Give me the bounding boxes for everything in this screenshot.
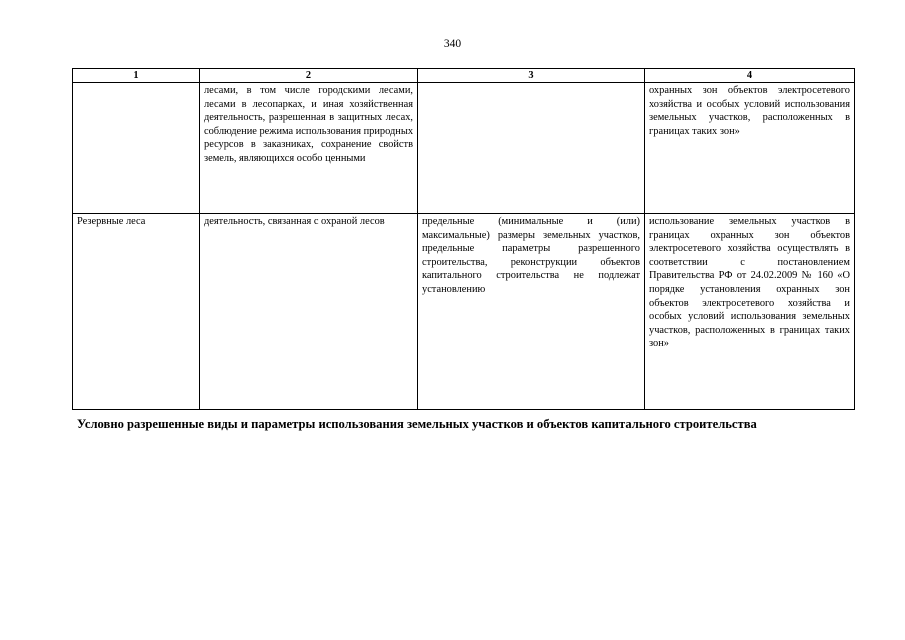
- section-heading: Условно разрешенные виды и параметры использования земельных участков и объектов капитального строительства: [77, 417, 757, 431]
- table-cell-restrictions: использование земельных участков в границах охранных зон объектов электросетевого хозяйства осуществлять в соответствии с постановлением Правительства РФ от 24.02.2009 № 160 «О порядке установления охранных зон объектов электросетевого хозяйства и особых условий использования земельных участков, расположенных в границах таких зон»: [645, 214, 855, 410]
- table-cell-parameters: предельные (минимальные и (или) максимальные) размеры земельных участков, предельные параметры разрешенного строительства, реконструкции объектов капитального строительства не подлежат установлению: [418, 214, 645, 410]
- table-cell-permitted-use: деятельность, связанная с охраной лесов: [200, 214, 418, 410]
- table-cell-parameters: [418, 83, 645, 214]
- column-header-4: 4: [645, 69, 855, 83]
- table-cell-restrictions: охранных зон объектов электросетевого хозяйства и особых условий использования земельных участков, расположенных в границах таких зон»: [645, 83, 855, 214]
- table-cell-use-name: [73, 83, 200, 214]
- table-cell-use-name: Резервные леса: [73, 214, 200, 410]
- table-cell-permitted-use: лесами, в том числе городскими лесами, лесами в лесопарках, и иная хозяйственная деятельность, разрешенная в защитных лесах, соблюдение режима использования природных ресурсов в заказниках, сохранение свойств земель, являющихся особо ценными: [200, 83, 418, 214]
- table-row: [73, 214, 855, 410]
- page-number: 340: [443, 38, 462, 50]
- table-header-row: [73, 69, 855, 83]
- land-use-table: [72, 68, 855, 410]
- table-row: [73, 83, 855, 214]
- column-header-1: 1: [73, 69, 200, 83]
- column-header-2: 2: [200, 69, 418, 83]
- column-header-3: 3: [418, 69, 645, 83]
